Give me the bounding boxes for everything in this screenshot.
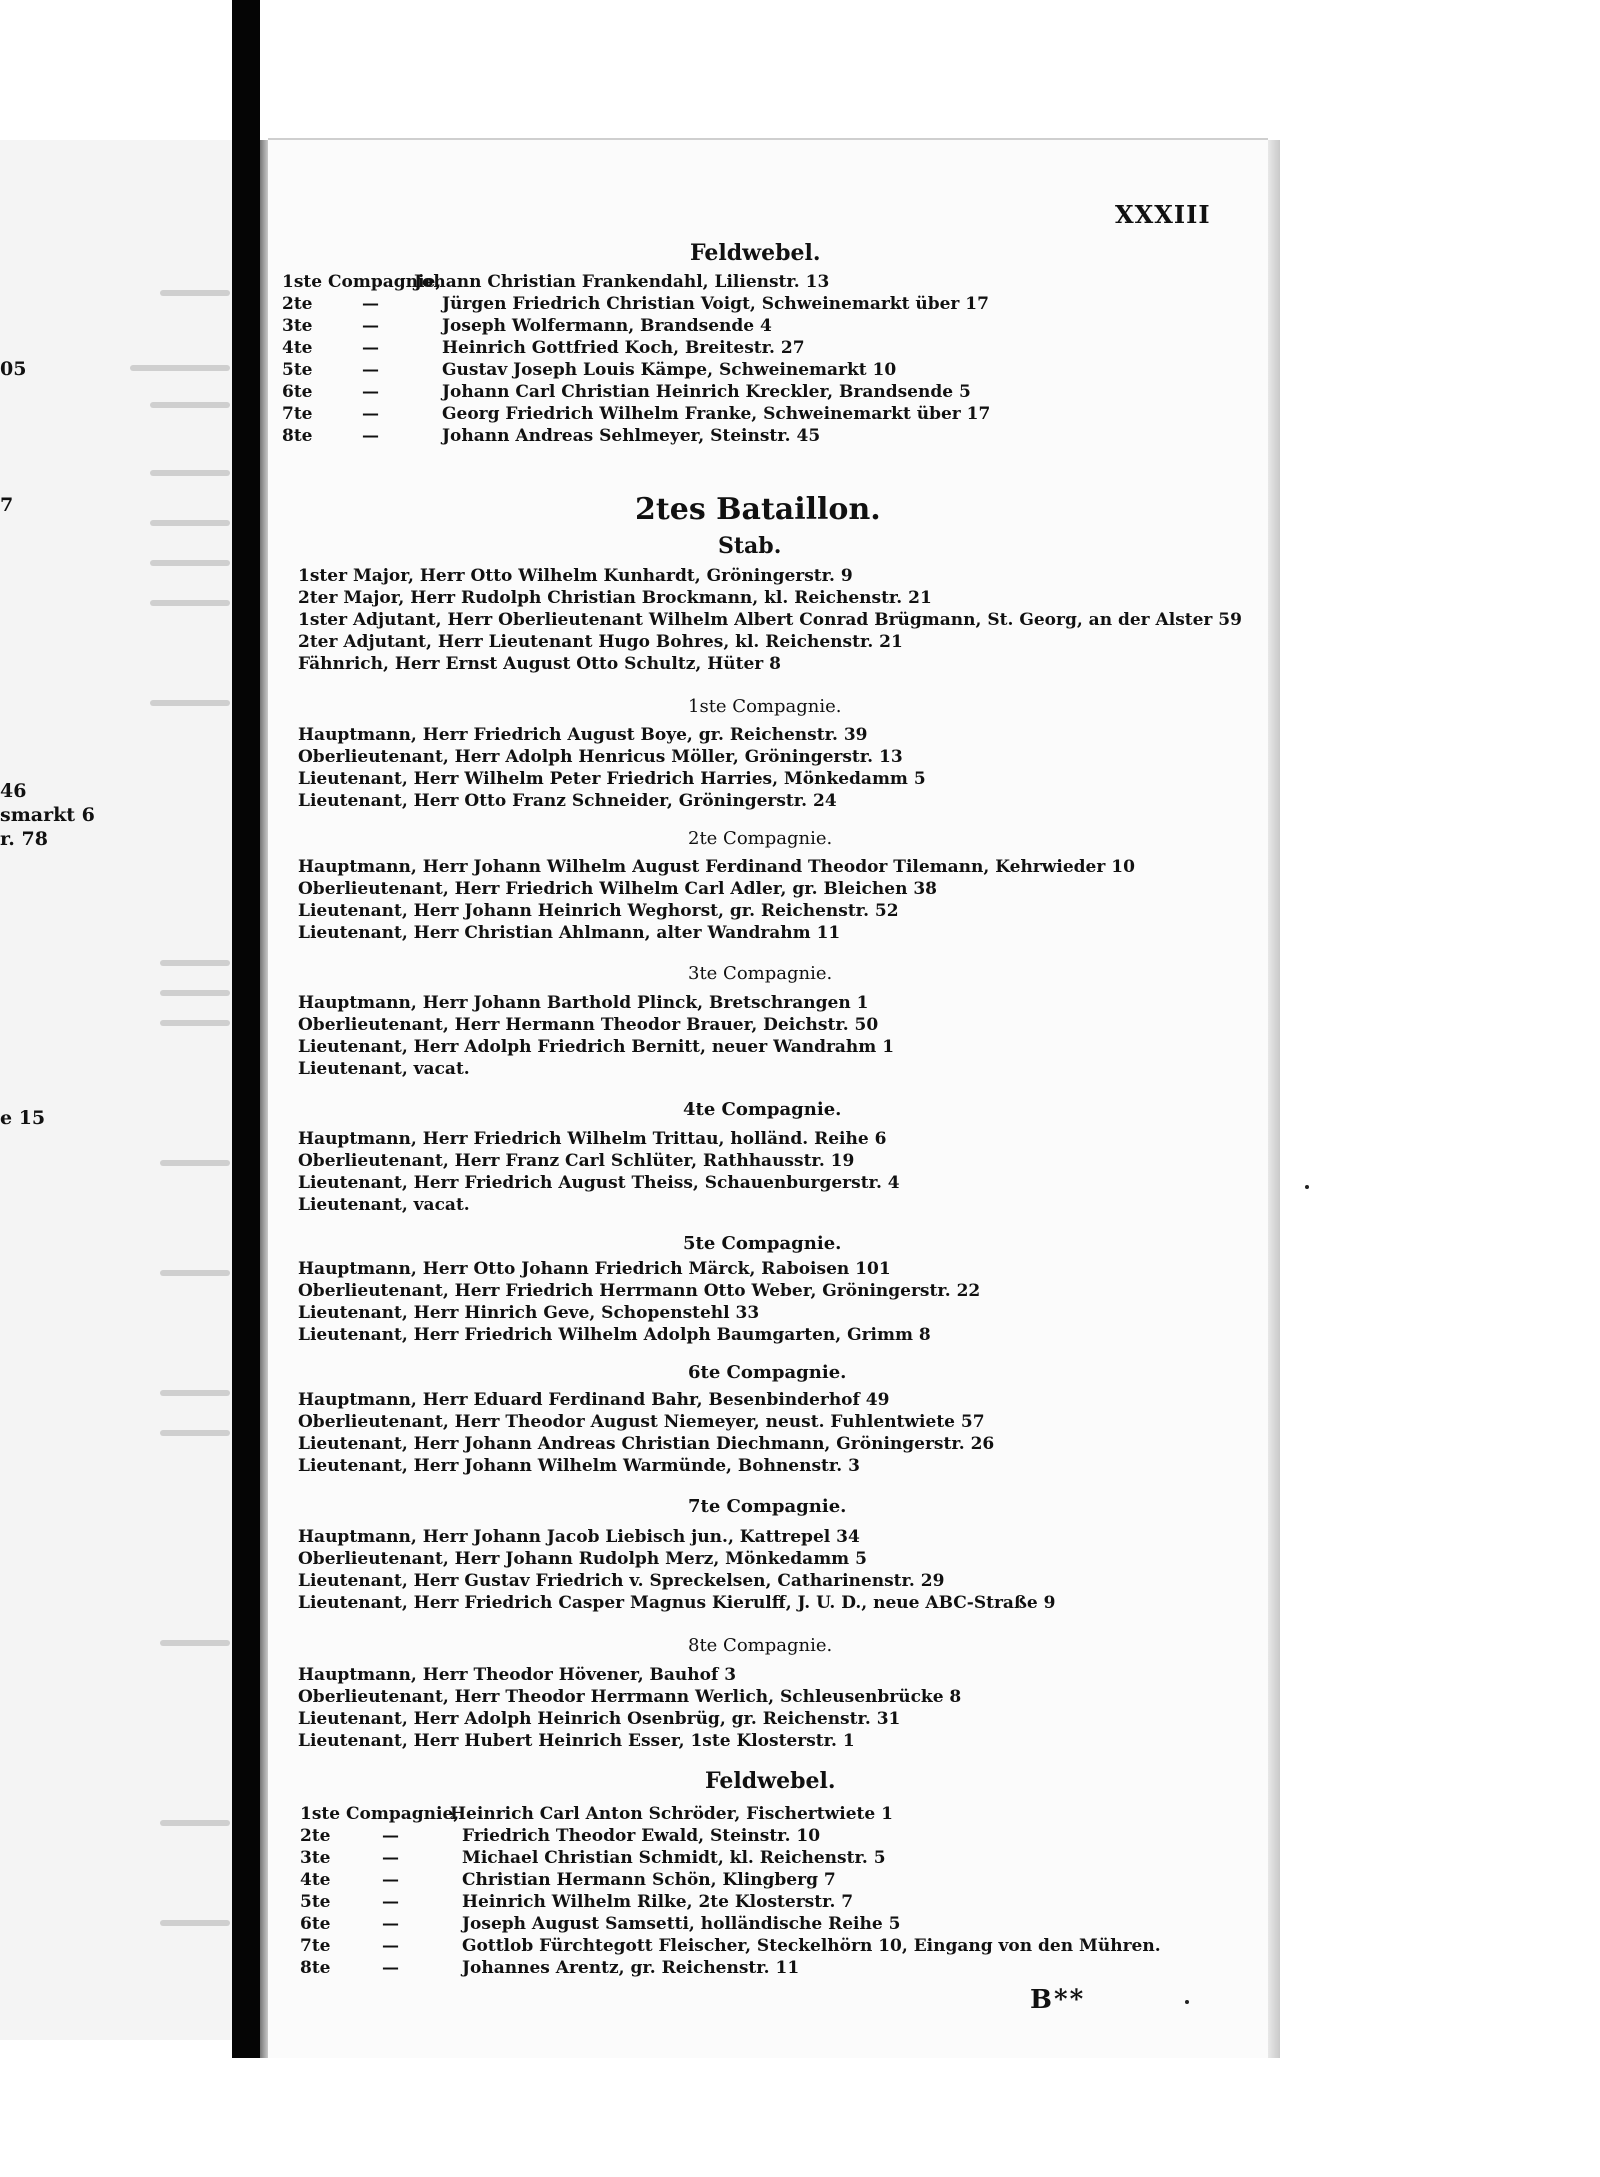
left-page-fragment	[0, 140, 250, 2040]
ditto-dash: —	[382, 1914, 399, 1934]
ditto-dash: —	[362, 382, 379, 402]
left-page-text: 7	[0, 494, 14, 516]
list-item: Lieutenant, Herr Friedrich Wilhelm Adolph Baumgarten, Grimm 8	[298, 1325, 931, 1345]
page-number: XXXIII	[1115, 200, 1211, 229]
list-item	[300, 1913, 900, 1935]
signature-mark: B**	[1030, 1985, 1086, 2015]
list-item: Oberlieutenant, Herr Johann Rudolph Merz, Mönkedamm 5	[298, 1549, 867, 1569]
ditto-dash: —	[362, 404, 379, 424]
person-entry: Heinrich Wilhelm Rilke, 2te Klosterstr. 7	[462, 1892, 854, 1912]
person-entry: Johannes Arentz, gr. Reichenstr. 11	[462, 1958, 800, 1978]
book-gutter	[232, 0, 260, 2060]
faded-text-line	[160, 1270, 230, 1276]
person-entry: Christian Hermann Schön, Klingberg 7	[462, 1870, 836, 1890]
faded-text-line	[160, 960, 230, 966]
ditto-dash: —	[362, 360, 379, 380]
list-item: 2ter Adjutant, Herr Lieutenant Hugo Bohres, kl. Reichenstr. 21	[298, 632, 903, 652]
list-item	[282, 293, 989, 315]
person-entry: Johann Carl Christian Heinrich Kreckler, Brandsende 5	[442, 382, 971, 402]
scan-margin	[0, 2058, 1600, 2177]
person-entry: Heinrich Gottfried Koch, Breitestr. 27	[442, 338, 805, 358]
list-item: Lieutenant, Herr Christian Ahlmann, alter Wandrahm 11	[298, 923, 841, 943]
list-item: Lieutenant, Herr Hinrich Geve, Schopenstehl 33	[298, 1303, 760, 1323]
list-item: Lieutenant, Herr Johann Andreas Christian Diechmann, Gröningerstr. 26	[298, 1434, 995, 1454]
faded-text-line	[160, 1160, 230, 1166]
company-label: 8te	[300, 1958, 331, 1978]
company-heading: 2te Compagnie.	[688, 828, 833, 849]
section-heading-stab: Stab.	[718, 533, 782, 559]
list-item: Lieutenant, Herr Friedrich August Theiss, Schauenburgerstr. 4	[298, 1173, 900, 1193]
ditto-dash: —	[382, 1870, 399, 1890]
ditto-dash: —	[362, 338, 379, 358]
faded-text-line	[160, 290, 230, 296]
list-item	[282, 403, 990, 425]
company-heading: 6te Compagnie.	[688, 1362, 847, 1383]
faded-text-line	[150, 600, 230, 606]
list-item	[282, 425, 820, 447]
faded-text-line	[160, 1430, 230, 1436]
person-entry: Friedrich Theodor Ewald, Steinstr. 10	[462, 1826, 821, 1846]
person-entry: Johann Andreas Sehlmeyer, Steinstr. 45	[442, 426, 821, 446]
left-page-text: smarkt 6	[0, 804, 95, 826]
faded-text-line	[130, 365, 230, 371]
ditto-dash: —	[362, 316, 379, 336]
list-item: Lieutenant, Herr Hubert Heinrich Esser, 1ste Klosterstr. 1	[298, 1731, 855, 1751]
list-item: Lieutenant, vacat.	[298, 1195, 470, 1215]
company-heading: 4te Compagnie.	[683, 1099, 842, 1120]
person-entry: Joseph Wolfermann, Brandsende 4	[442, 316, 772, 336]
list-item: Oberlieutenant, Herr Franz Carl Schlüter, Rathhausstr. 19	[298, 1151, 855, 1171]
ditto-dash: —	[382, 1958, 399, 1978]
company-label: 4te	[282, 338, 313, 358]
company-label: 8te	[282, 426, 313, 446]
ditto-dash: —	[382, 1936, 399, 1956]
left-page-text: e 15	[0, 1107, 46, 1129]
faded-text-line	[160, 1390, 230, 1396]
faded-text-line	[150, 470, 230, 476]
company-label: 6te	[282, 382, 313, 402]
list-item: Hauptmann, Herr Johann Barthold Plinck, Bretschrangen 1	[298, 993, 869, 1013]
left-page-text: 05	[0, 358, 27, 380]
list-item: Hauptmann, Herr Otto Johann Friedrich Märck, Raboisen 101	[298, 1259, 891, 1279]
company-label: 2te	[282, 294, 313, 314]
faded-text-line	[160, 1820, 230, 1826]
faded-text-line	[160, 1020, 230, 1026]
company-label: 1ste Compagnie,	[282, 272, 442, 292]
section-heading-feldwebel: Feldwebel.	[705, 1768, 836, 1794]
company-heading: 1ste Compagnie.	[688, 696, 842, 717]
list-item	[300, 1803, 893, 1825]
list-item: Hauptmann, Herr Friedrich August Boye, gr. Reichenstr. 39	[298, 725, 868, 745]
list-item: Hauptmann, Herr Johann Jacob Liebisch jun., Kattrepel 34	[298, 1527, 860, 1547]
list-item: Lieutenant, Herr Friedrich Casper Magnus Kierulff, J. U. D., neue ABC-Straße 9	[298, 1593, 1056, 1613]
company-label: 6te	[300, 1914, 331, 1934]
section-heading-feldwebel: Feldwebel.	[690, 240, 821, 266]
list-item	[300, 1825, 820, 1847]
list-item: Lieutenant, Herr Wilhelm Peter Friedrich Harries, Mönkedamm 5	[298, 769, 926, 789]
list-item: Hauptmann, Herr Theodor Hövener, Bauhof 3	[298, 1665, 737, 1685]
list-item: Oberlieutenant, Herr Theodor Herrmann Werlich, Schleusenbrücke 8	[298, 1687, 962, 1707]
faded-text-line	[160, 990, 230, 996]
left-page-text: 46	[0, 780, 27, 802]
faded-text-line	[160, 1640, 230, 1646]
scan-speck	[1305, 1185, 1309, 1189]
company-heading: 7te Compagnie.	[688, 1496, 847, 1517]
list-item: Oberlieutenant, Herr Adolph Henricus Möller, Gröningerstr. 13	[298, 747, 903, 767]
list-item: Lieutenant, Herr Johann Heinrich Weghorst, gr. Reichenstr. 52	[298, 901, 899, 921]
company-label: 5te	[282, 360, 313, 380]
faded-text-line	[150, 700, 230, 706]
list-item: 1ster Adjutant, Herr Oberlieutenant Wilhelm Albert Conrad Brügmann, St. Georg, an der Alster 59	[298, 610, 1242, 630]
list-item	[282, 381, 971, 403]
faded-text-line	[150, 402, 230, 408]
list-item: Oberlieutenant, Herr Hermann Theodor Brauer, Deichstr. 50	[298, 1015, 879, 1035]
person-entry: Gottlob Fürchtegott Fleischer, Steckelhörn 10, Eingang von den Mühren.	[462, 1936, 1161, 1956]
list-item	[300, 1891, 853, 1913]
person-entry: Jürgen Friedrich Christian Voigt, Schweinemarkt über 17	[442, 294, 989, 314]
left-page-text: r. 78	[0, 828, 48, 850]
list-item: 2ter Major, Herr Rudolph Christian Brockmann, kl. Reichenstr. 21	[298, 588, 932, 608]
person-entry: Gustav Joseph Louis Kämpe, Schweinemarkt 10	[442, 360, 897, 380]
company-label: 3te	[300, 1848, 331, 1868]
list-item: Lieutenant, Herr Johann Wilhelm Warmünde, Bohnenstr. 3	[298, 1456, 860, 1476]
person-entry: Heinrich Carl Anton Schröder, Fischertwiete 1	[450, 1804, 893, 1824]
company-heading: 5te Compagnie.	[683, 1233, 842, 1254]
list-item: Lieutenant, Herr Adolph Friedrich Bernitt, neuer Wandrahm 1	[298, 1037, 895, 1057]
company-label: 3te	[282, 316, 313, 336]
company-label: 1ste Compagnie,	[300, 1804, 460, 1824]
company-heading: 8te Compagnie.	[688, 1635, 833, 1656]
person-entry: Georg Friedrich Wilhelm Franke, Schweinemarkt über 17	[442, 404, 991, 424]
list-item: Lieutenant, Herr Adolph Heinrich Osenbrüg, gr. Reichenstr. 31	[298, 1709, 901, 1729]
ditto-dash: —	[362, 294, 379, 314]
list-item: Fähnrich, Herr Ernst August Otto Schultz, Hüter 8	[298, 654, 782, 674]
person-entry: Johann Christian Frankendahl, Lilienstr. 13	[414, 272, 830, 292]
company-label: 5te	[300, 1892, 331, 1912]
ditto-dash: —	[362, 426, 379, 446]
list-item	[282, 315, 772, 337]
ditto-dash: —	[382, 1892, 399, 1912]
company-label: 7te	[300, 1936, 331, 1956]
ditto-dash: —	[382, 1848, 399, 1868]
faded-text-line	[160, 1920, 230, 1926]
list-item	[300, 1935, 1161, 1957]
company-label: 4te	[300, 1870, 331, 1890]
list-item: Lieutenant, vacat.	[298, 1059, 470, 1079]
company-label: 7te	[282, 404, 313, 424]
list-item	[282, 271, 829, 293]
person-entry: Michael Christian Schmidt, kl. Reichenstr. 5	[462, 1848, 886, 1868]
battalion-heading: 2tes Bataillon.	[635, 492, 881, 527]
list-item: Hauptmann, Herr Eduard Ferdinand Bahr, Besenbinderhof 49	[298, 1390, 890, 1410]
page-edge	[1268, 140, 1280, 2080]
list-item	[282, 359, 896, 381]
list-item: Lieutenant, Herr Gustav Friedrich v. Spreckelsen, Catharinenstr. 29	[298, 1571, 945, 1591]
list-item: Oberlieutenant, Herr Friedrich Herrmann Otto Weber, Gröningerstr. 22	[298, 1281, 981, 1301]
list-item: 1ster Major, Herr Otto Wilhelm Kunhardt, Gröningerstr. 9	[298, 566, 853, 586]
faded-text-line	[150, 520, 230, 526]
list-item	[300, 1869, 836, 1891]
list-item	[300, 1847, 886, 1869]
list-item: Hauptmann, Herr Friedrich Wilhelm Trittau, holländ. Reihe 6	[298, 1129, 887, 1149]
list-item: Hauptmann, Herr Johann Wilhelm August Ferdinand Theodor Tilemann, Kehrwieder 10	[298, 857, 1135, 877]
list-item	[282, 337, 805, 359]
list-item: Lieutenant, Herr Otto Franz Schneider, Gröningerstr. 24	[298, 791, 837, 811]
ditto-dash: —	[382, 1826, 399, 1846]
company-label: 2te	[300, 1826, 331, 1846]
person-entry: Joseph August Samsetti, holländische Reihe 5	[462, 1914, 901, 1934]
list-item	[300, 1957, 799, 1979]
scan-speck	[1185, 2000, 1189, 2004]
faded-text-line	[150, 560, 230, 566]
list-item: Oberlieutenant, Herr Friedrich Wilhelm Carl Adler, gr. Bleichen 38	[298, 879, 938, 899]
company-heading: 3te Compagnie.	[688, 963, 833, 984]
list-item: Oberlieutenant, Herr Theodor August Niemeyer, neust. Fuhlentwiete 57	[298, 1412, 985, 1432]
